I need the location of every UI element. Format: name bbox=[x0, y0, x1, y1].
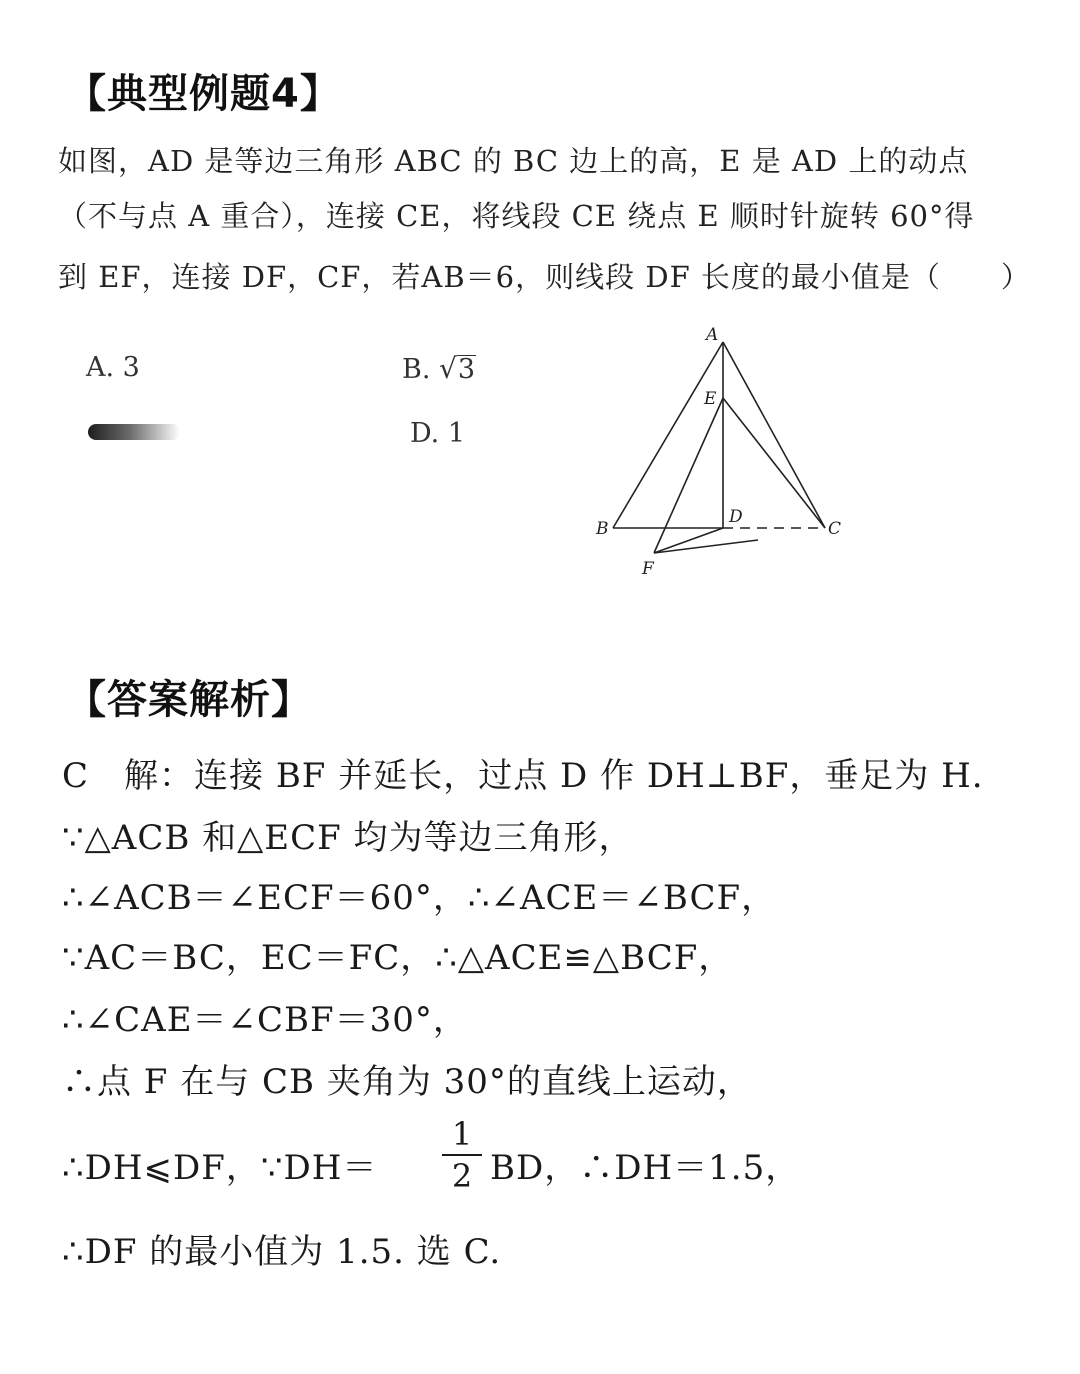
problem-text-line: （不与点 A 重合），连接 CE，将线段 CE 绕点 E 顺时针旋转 60°得 bbox=[58, 199, 975, 233]
problem-text-line: 如图，AD 是等边三角形 ABC 的 BC 边上的高，E 是 AD 上的动点 bbox=[58, 144, 969, 178]
fraction-numerator: 1 bbox=[451, 1115, 473, 1153]
solution-heading: 【答案解析】 bbox=[66, 677, 312, 723]
problem-text-line: 到 EF，连接 DF，CF，若AB＝6，则线段 DF 长度的最小值是（ ） bbox=[58, 260, 1031, 294]
solution-line: ∴DF 的最小值为 1.5. 选 C. bbox=[62, 1232, 502, 1272]
option-b-prefix: B. bbox=[402, 354, 440, 385]
fraction-denominator: 2 bbox=[451, 1157, 473, 1195]
solution-line: C 解：连接 BF 并延长，过点 D 作 DH⊥BF，垂足为 H. bbox=[62, 756, 984, 796]
option-d: D. 1 bbox=[410, 418, 466, 449]
solution-line: ∴∠ACB＝∠ECF＝60°，∴∠ACE＝∠BCF， bbox=[62, 878, 777, 918]
label-d: D bbox=[729, 507, 743, 527]
sqrt-icon: √ bbox=[439, 352, 457, 385]
segment-ac bbox=[723, 342, 825, 528]
label-b: B bbox=[596, 519, 609, 539]
fraction-bar bbox=[442, 1154, 482, 1156]
solution-line-tail: BD，∴DH＝1.5， bbox=[490, 1148, 801, 1188]
segment-ef bbox=[654, 398, 723, 553]
option-b bbox=[402, 352, 476, 385]
label-c: C bbox=[828, 519, 842, 539]
option-a: A. 3 bbox=[86, 352, 140, 383]
solution-line: ∴DH⩽DF，∵DH＝ bbox=[62, 1148, 378, 1188]
fraction-one-half bbox=[438, 1116, 486, 1194]
solution-line: ∵△ACB 和△ECF 均为等边三角形， bbox=[62, 818, 634, 858]
solution-line: ∴∠CAE＝∠CBF＝30°， bbox=[62, 1000, 468, 1040]
label-a: A bbox=[706, 325, 719, 345]
geometry-figure bbox=[580, 316, 870, 586]
solution-line: ∴点 F 在与 CB 夹角为 30°的直线上运动， bbox=[62, 1062, 752, 1102]
label-e: E bbox=[704, 389, 717, 409]
option-c-smudge bbox=[88, 424, 180, 440]
label-f: F bbox=[642, 559, 654, 579]
problem-heading: 【典型例题4】 bbox=[66, 71, 341, 117]
solution-line: ∵AC＝BC，EC＝FC，∴△ACE≌△BCF， bbox=[62, 938, 734, 978]
option-b-radicand: 3 bbox=[457, 354, 476, 385]
